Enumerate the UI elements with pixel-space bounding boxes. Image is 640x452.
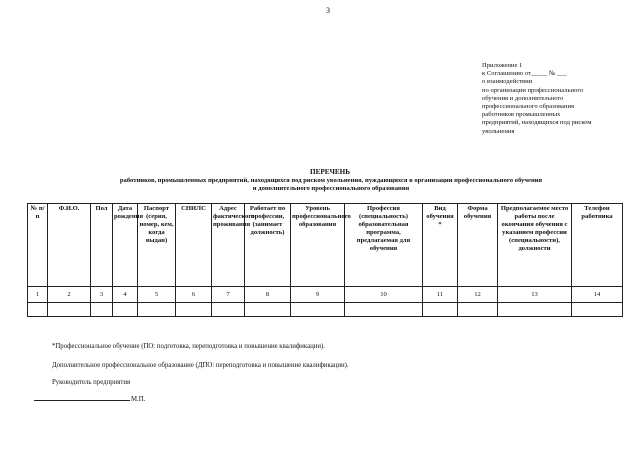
- column-number: 8: [245, 287, 291, 303]
- column-number: 13: [498, 287, 572, 303]
- column-header: Адрес фактического проживания: [212, 204, 245, 287]
- appendix-line: Приложение 1: [482, 62, 523, 69]
- empty-cell: [91, 303, 113, 317]
- table-number-row: [28, 287, 623, 303]
- empty-cell: [176, 303, 212, 317]
- column-header: Форма обучения: [458, 204, 498, 287]
- page-number: 3: [326, 6, 330, 15]
- empty-cell: [291, 303, 345, 317]
- empty-cell: [498, 303, 572, 317]
- column-header: СНИЛС: [176, 204, 212, 287]
- column-number: 12: [458, 287, 498, 303]
- subtitle-line: и дополнительного профессионального образования: [252, 185, 410, 193]
- empty-cell: [138, 303, 176, 317]
- empty-cell: [48, 303, 91, 317]
- column-number: 14: [572, 287, 623, 303]
- column-header: № п/п: [28, 204, 48, 287]
- column-number: 9: [291, 287, 345, 303]
- table-header-row: [28, 204, 623, 287]
- column-number: 5: [138, 287, 176, 303]
- column-number: 3: [91, 287, 113, 303]
- empty-cell: [245, 303, 291, 317]
- column-header: Работает по профессии, (занимает должность): [245, 204, 291, 287]
- head-of-enterprise-label: Руководитель предприятия: [52, 379, 131, 386]
- signature-block: [34, 396, 145, 403]
- employee-list-table: [27, 203, 623, 317]
- appendix-line: по организации профессионального: [482, 86, 584, 94]
- column-header: Профессия (специальность) образовательная программа, предлагаемая для обучения: [345, 204, 423, 287]
- column-number: 10: [345, 287, 423, 303]
- appendix-header: [482, 62, 632, 136]
- appendix-line: к Соглашению от_____ № ___: [482, 70, 567, 78]
- column-header: Уровень профессионального образования: [291, 204, 345, 287]
- appendix-line: о взаимодействии: [482, 78, 533, 86]
- appendix-line: предприятий, находящихся под риском: [482, 119, 592, 127]
- subtitle-line: работников, промышленных предприятий, находящихся под риском увольнения, нуждающихся в организации профессионального обучения: [119, 177, 543, 184]
- column-header: Пол: [91, 204, 113, 287]
- appendix-line: профессионального образования: [482, 103, 575, 111]
- stamp-label: М.П.: [131, 396, 146, 403]
- column-number: 6: [176, 287, 212, 303]
- empty-cell: [423, 303, 458, 317]
- column-header: Дата рождения: [113, 204, 138, 287]
- empty-cell: [345, 303, 423, 317]
- signature-line: [34, 400, 130, 401]
- empty-cell: [212, 303, 245, 317]
- document-title: ПЕРЕЧЕНЬ: [310, 168, 350, 176]
- column-number: 2: [48, 287, 91, 303]
- column-header: Телефон работника: [572, 204, 623, 287]
- column-number: 1: [28, 287, 48, 303]
- empty-cell: [28, 303, 48, 317]
- column-number: 4: [113, 287, 138, 303]
- appendix-line: увольнения: [482, 127, 515, 135]
- column-header: Ф.И.О.: [48, 204, 91, 287]
- footnote-additional-education: Дополнительное профессиональное образование (ДПО: переподготовка и повышение квалификации).: [52, 362, 349, 369]
- appendix-line: работников промышленных: [482, 111, 561, 119]
- footnote-professional-training: *Профессиональное обучение (ПО: подготовка, переподготовка и повышение квалификации).: [52, 343, 325, 350]
- empty-cell: [458, 303, 498, 317]
- column-number: 11: [423, 287, 458, 303]
- empty-cell: [572, 303, 623, 317]
- empty-cell: [113, 303, 138, 317]
- column-header: Предполагаемое место работы после окончания обучения с указанием профессии (специальности), должности: [498, 204, 572, 287]
- column-header: Вид обучения *: [423, 204, 458, 287]
- column-number: 7: [212, 287, 245, 303]
- document-subtitle: [44, 177, 618, 193]
- column-header: Паспорт (серия, номер, кем, когда выдан): [138, 204, 176, 287]
- appendix-line: обучения и дополнительного: [482, 94, 564, 102]
- table-row: [28, 303, 623, 317]
